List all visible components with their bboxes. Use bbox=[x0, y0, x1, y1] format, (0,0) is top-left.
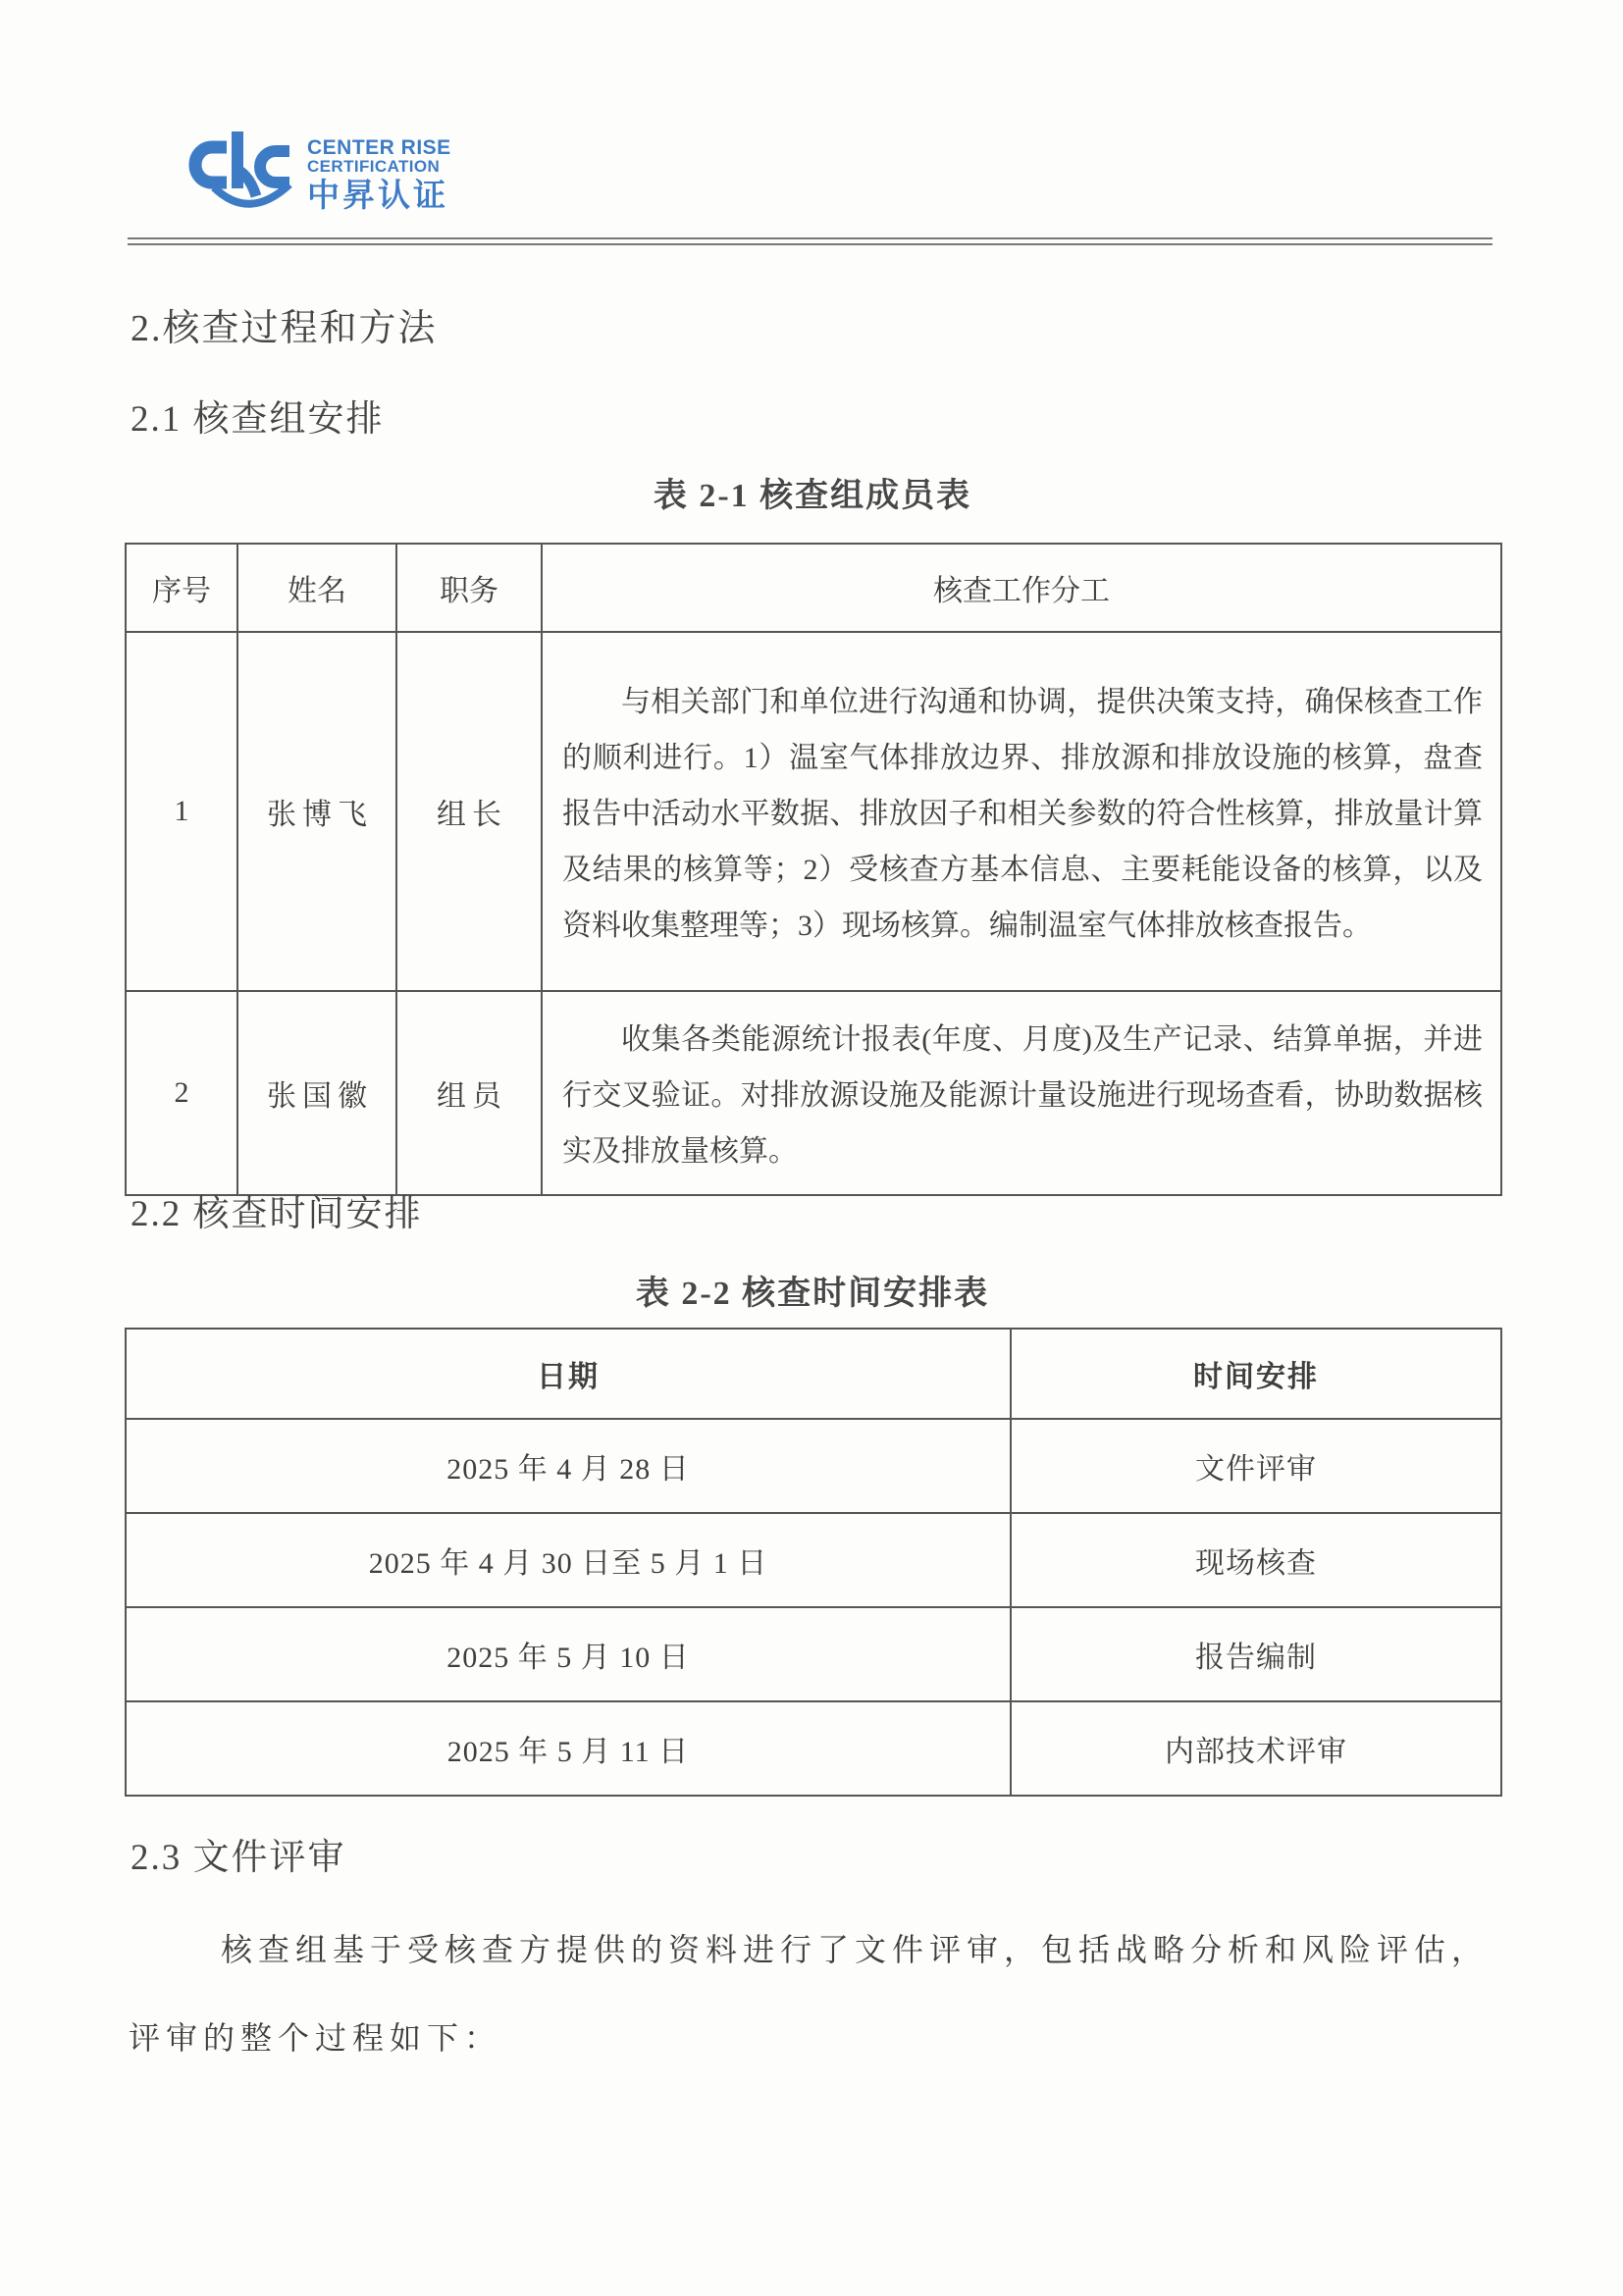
heading-section-2-2: 2.2 核查时间安排 bbox=[131, 1194, 423, 1234]
cell-activity: 文件评审 bbox=[1011, 1419, 1501, 1513]
cell-name: 张博飞 bbox=[237, 632, 396, 991]
document-review-paragraph-line-2: 评审的整个过程如下： bbox=[129, 2020, 502, 2056]
col-header-name: 姓名 bbox=[237, 544, 396, 632]
cell-duty: 收集各类能源统计报表(年度、月度)及生产记录、结算单据，并进行交叉验证。对排放源设施及能源计量设施进行现场查看，协助数据核实及排放量核算。 bbox=[542, 991, 1501, 1195]
cell-no: 1 bbox=[126, 632, 237, 991]
cell-no: 2 bbox=[126, 991, 237, 1195]
cell-activity: 报告编制 bbox=[1011, 1607, 1501, 1701]
table-row bbox=[126, 1513, 1501, 1607]
cell-activity: 现场核查 bbox=[1011, 1513, 1501, 1607]
cell-role: 组长 bbox=[396, 632, 542, 991]
heading-section-2-1: 2.1 核查组安排 bbox=[131, 399, 385, 440]
col-header-activity: 时间安排 bbox=[1011, 1329, 1501, 1419]
cell-date: 2025 年 5 月 11 日 bbox=[126, 1701, 1011, 1796]
col-header-date: 日期 bbox=[126, 1329, 1011, 1419]
cell-duty: 与相关部门和单位进行沟通和协调，提供决策支持，确保核查工作的顺利进行。1）温室气体排放边界、排放源和排放设施的核算，盘查报告中活动水平数据、排放因子和相关参数的符合性核算，排放量计算及结果的核算等；2）受核查方基本信息、主要耗能设备的核算，以及资料收集整理等；3）现场核算。编制温室气体排放核查报告。 bbox=[542, 632, 1501, 991]
header-divider bbox=[128, 237, 1492, 245]
table-header-row bbox=[126, 1329, 1501, 1419]
table-header-row bbox=[126, 544, 1501, 632]
logo bbox=[178, 126, 451, 220]
cell-date: 2025 年 4 月 30 日至 5 月 1 日 bbox=[126, 1513, 1011, 1607]
verification-team-table bbox=[125, 543, 1502, 1196]
logo-text bbox=[307, 137, 451, 213]
cell-name: 张国徽 bbox=[237, 991, 396, 1195]
heading-section-2-3: 2.3 文件评审 bbox=[131, 1838, 346, 1878]
table-row bbox=[126, 632, 1501, 991]
crc-logo-icon bbox=[178, 126, 297, 220]
cell-date: 2025 年 5 月 10 日 bbox=[126, 1607, 1011, 1701]
cell-role: 组员 bbox=[396, 991, 542, 1195]
table-2-1-title: 表 2-1 核查组成员表 bbox=[653, 478, 972, 514]
schedule-table bbox=[125, 1328, 1502, 1797]
cell-date: 2025 年 4 月 28 日 bbox=[126, 1419, 1011, 1513]
col-header-no: 序号 bbox=[126, 544, 237, 632]
logo-text-line1: CENTER RISE bbox=[307, 136, 451, 159]
document-review-paragraph-line-1: 核查组基于受核查方提供的资料进行了文件评审，包括战略分析和风险评估， bbox=[221, 1932, 1490, 1967]
table-row bbox=[126, 1607, 1501, 1701]
table-row bbox=[126, 991, 1501, 1195]
table-row bbox=[126, 1419, 1501, 1513]
col-header-role: 职务 bbox=[396, 544, 542, 632]
logo-text-line2: CERTIFICATION bbox=[307, 157, 441, 176]
cell-activity: 内部技术评审 bbox=[1011, 1701, 1501, 1796]
table-row bbox=[126, 1701, 1501, 1796]
logo-text-line3: 中昇认证 bbox=[307, 177, 448, 213]
heading-section-2: 2.核查过程和方法 bbox=[131, 308, 438, 349]
col-header-duty: 核查工作分工 bbox=[542, 544, 1501, 632]
table-2-2-title: 表 2-2 核查时间安排表 bbox=[635, 1276, 990, 1312]
